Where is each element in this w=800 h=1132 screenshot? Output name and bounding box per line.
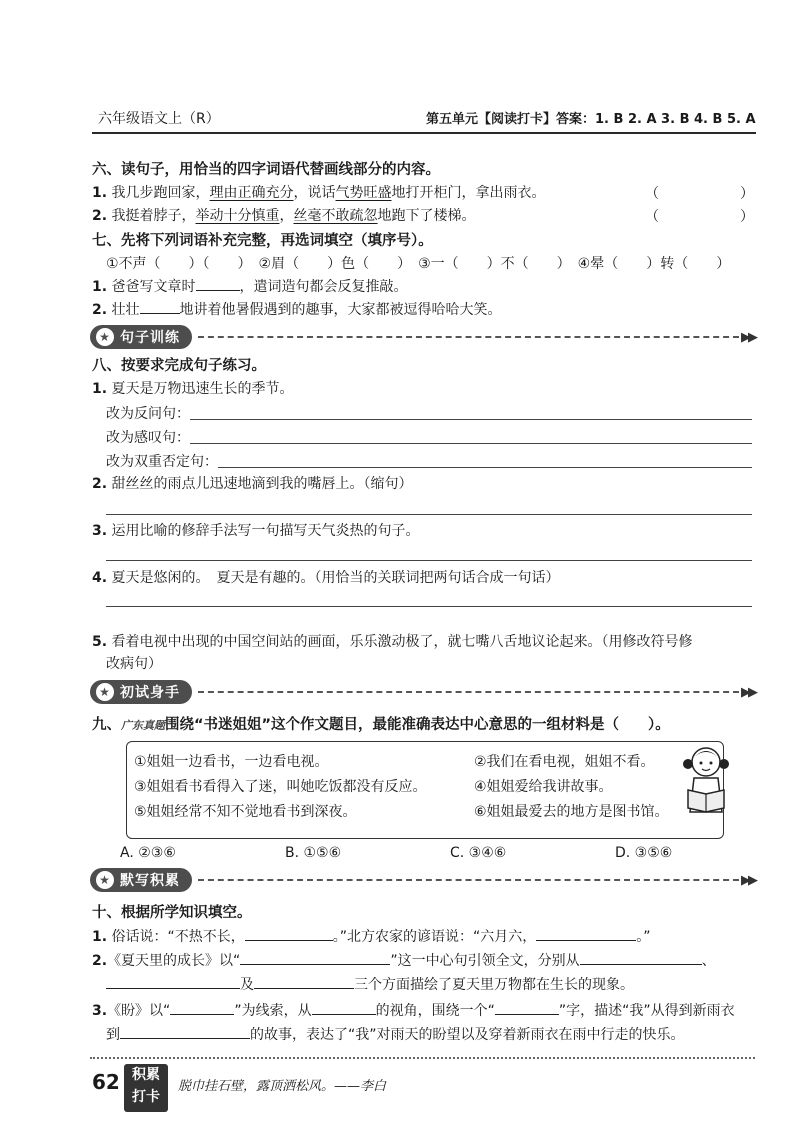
answer-label: 第五单元【阅读打卡】答案：: [426, 112, 596, 127]
answer-key: [426, 108, 756, 127]
option-d[interactable]: D. ③⑤⑥: [615, 845, 673, 861]
answer-paren-right: ）: [740, 209, 754, 225]
fill-blank[interactable]: [245, 926, 333, 941]
s8-question-4: 4. 夏天是悠闲的。 夏天是有趣的。（用恰当的关联词把两句话合成一句话）: [92, 570, 560, 586]
s8-question-5: 5. 看着电视中出现的中国空间站的画面，乐乐激动极了，就七嘴八舌地议论起来。（用修改符号修: [92, 634, 693, 650]
s10-question-1: 1. 俗话说：“不热不长， 。”北方农家的谚语说：“六月六， 。”: [92, 926, 651, 947]
fill-blank[interactable]: [495, 1000, 559, 1015]
source-tag: 广东真题: [121, 719, 165, 732]
dashed-rule: [198, 336, 739, 338]
material-4: ④姐姐爱给我讲故事。: [474, 779, 613, 795]
material-2: ②我们在看电视，姐姐不看。: [474, 754, 655, 770]
double-arrow-icon: ▶▶: [741, 684, 755, 700]
lightbulb-icon: ★: [96, 328, 114, 346]
fill-blank[interactable]: [120, 1024, 250, 1039]
answer-line[interactable]: [106, 606, 752, 607]
banner-dictation: [90, 868, 755, 892]
double-arrow-icon: ▶▶: [741, 329, 755, 345]
banner-pill: ★ 句子训练: [90, 325, 192, 349]
section-10-title: 十、根据所学知识填空。: [92, 905, 252, 921]
fill-blank[interactable]: [580, 950, 702, 965]
fill-blank[interactable]: [170, 1000, 234, 1015]
book-title: 六年级语文上（R）: [98, 111, 220, 127]
banner-pill: ★ 默写积累: [90, 868, 192, 892]
accumulation-stamp: 积累 打卡: [124, 1064, 168, 1112]
fill-blank[interactable]: [106, 974, 240, 989]
answer-line[interactable]: [106, 514, 752, 515]
s8-question-2: 2. 甜丝丝的雨点儿迅速地滴到我的嘴唇上。（缩句）: [92, 476, 413, 492]
s10-question-3: 3.《盼》以“ ”为线索，从 的视角，围绕一个“ ”字，描述“我”从得到新雨衣: [92, 1000, 735, 1021]
header-rule: [92, 132, 756, 134]
material-1: ①姐姐一边看书，一边看电视。: [134, 754, 329, 770]
answer-values: 1. B 2. A 3. B 4. B 5. A: [595, 112, 756, 127]
s10-question-3-cont: 到 的故事，表达了“我”对雨天的盼望以及穿着新雨衣在雨中行走的快乐。: [106, 1024, 685, 1045]
material-3: ③姐姐看书看得入了迷，叫她吃饭都没有反应。: [134, 779, 427, 795]
section-9-title: 九、广东真题围绕“书迷姐姐”这个作文题目，最能准确表达中心意思的一组材料是（ ）。: [92, 717, 670, 733]
fill-blank[interactable]: [536, 926, 636, 941]
underlined-phrase: 气势旺盛: [335, 185, 392, 201]
section-7-title: 七、先将下列词语补充完整，再选词填空（填序号）。: [92, 233, 433, 249]
underlined-phrase: 理由正确充分: [209, 185, 294, 201]
s7-question-1: 1. 爸爸写文章时 ，遣词造句都会反复推敲。: [92, 276, 408, 297]
material-5: ⑤姐姐经常不知不觉地看书到深夜。: [134, 804, 357, 820]
underlined-phrase: 丝毫不敢疏忽: [293, 208, 378, 224]
section-6-title: 六、读句子，用恰当的四字词语代替画线部分的内容。: [92, 162, 440, 178]
option-c[interactable]: C. ③④⑥: [450, 845, 507, 861]
answer-line[interactable]: [190, 419, 752, 420]
answer-paren-right: ）: [740, 186, 754, 202]
answer-paren-left: （: [645, 209, 659, 225]
answer-line[interactable]: [218, 467, 752, 468]
girl-reading-illustration: [678, 742, 734, 822]
lightbulb-icon: ★: [96, 871, 114, 889]
s7-word-list: ①不声（ ）（ ） ②眉（ ）色（ ） ③一（ ）不（ ） ④晕（ ）转（ ）: [106, 256, 731, 272]
underlined-phrase: 举动十分慎重: [195, 208, 280, 224]
s10-question-2-cont: 及 三个方面描绘了夏天里万物都在生长的现象。: [106, 974, 634, 995]
material-6: ⑥姐姐最爱去的地方是图书馆。: [474, 804, 669, 820]
s8-question-5-cont: 改病句）: [106, 656, 162, 672]
fill-blank[interactable]: [140, 299, 180, 314]
s8-question-1: 1. 夏天是万物迅速生长的季节。: [92, 381, 294, 397]
fill-blank[interactable]: [254, 974, 354, 989]
s7-question-2: 2. 壮壮 地讲着他暑假遇到的趣事，大家都被逗得哈哈大笑。: [92, 299, 502, 320]
option-a[interactable]: A. ②③⑥: [120, 845, 176, 861]
s6-question-1: 1. 我几步跑回家，理由正确充分，说话气势旺盛地打开柜门，拿出雨衣。: [92, 185, 546, 201]
rhetorical-label: 改为反问句：: [106, 406, 190, 422]
dashed-rule: [198, 879, 739, 881]
lightbulb-icon: ★: [96, 683, 114, 701]
fill-blank[interactable]: [240, 950, 390, 965]
section-8-title: 八、按要求完成句子练习。: [92, 358, 266, 374]
s6-question-2: 2. 我挺着脖子，举动十分慎重，丝毫不敢疏忽地跑下了楼梯。: [92, 208, 476, 224]
footer-quote: 脱巾挂石壁，露顶洒松风。——李白: [178, 1079, 387, 1094]
answer-line[interactable]: [106, 560, 752, 561]
banner-sentence-training: [90, 325, 755, 349]
exclamatory-label: 改为感叹句：: [106, 430, 190, 446]
answer-line[interactable]: [190, 443, 752, 444]
page-number: 62: [92, 1070, 120, 1094]
banner-first-try: [90, 680, 755, 704]
fill-blank[interactable]: [196, 276, 240, 291]
footer-rule: [90, 1057, 755, 1059]
double-negative-label: 改为双重否定句：: [106, 454, 218, 470]
fill-blank[interactable]: [312, 1000, 376, 1015]
dashed-rule: [198, 691, 739, 693]
s8-question-3: 3. 运用比喻的修辞手法写一句描写天气炎热的句子。: [92, 523, 420, 539]
answer-paren-left: （: [645, 186, 659, 202]
double-arrow-icon: ▶▶: [741, 872, 755, 888]
s10-question-2: 2.《夏天里的成长》以“ ”这一中心句引领全文，分别从 、: [92, 950, 716, 971]
option-b[interactable]: B. ①⑤⑥: [285, 845, 342, 861]
banner-pill: ★ 初试身手: [90, 680, 192, 704]
